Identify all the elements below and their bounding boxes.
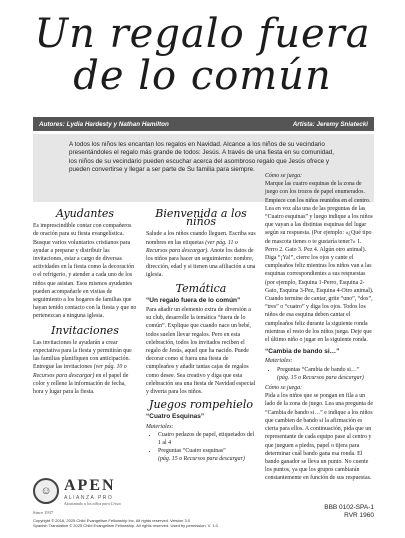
bienvenida-text: Salude a los niños cuando lleguen. Escriba sus nombres en las etiquetas (ver pág. 11 o Recursos para descargar). Anote los datos de los niños para hacer un seguimiento: nombre, dirección, edad y si tienen una afiliación a una iglesia. — [146, 231, 256, 279]
title-line-1: Un regalo fuera — [34, 11, 371, 57]
how-to-play-label: Cómo se juega: — [265, 173, 302, 179]
heading-juegos: Juegos rompehielo — [149, 398, 253, 412]
artist-label: Artista: Jeremy Sniatecki — [292, 120, 368, 128]
list-item: • Preguntas “Cuatro esquinas” (pág. 15 o Recursos para descargar) — [158, 447, 256, 463]
authors-label: Autores: Lydia Hardesty y Nathan Hamilton — [39, 120, 169, 128]
column-2 — [146, 207, 256, 466]
tematica-text: Para añadir un elemento extra de diversión a su club, desarrolle la temática “fuera de lo común”. Explique que cuando nace un bebé, todos suelen llevar regalos. Pero en esta celebración, todos los invitados reciben el regalo de Jesús, aquel que ha nacido. Puede decorar como si fuera una fiesta de cumpleaños y añadir tantas cajas de regalos como desee. Sea creativo y diga que esta celebración sea una fiesta de Navidad especial y diverta para los niños. — [146, 307, 256, 396]
copyright-line-2: Spanish Translation © 2025 Child Evangelism Fellowship. All rights reserved. Used by permission. V. 1.0 — [33, 523, 218, 529]
cuatro-esquinas-instructions: Marque las cuatro esquinas de la zona de juego con los trozos de papel enumerados. Empiece con los niños reunidos en el centro. Lea en voz alta una de las preguntas de las “Cuatro esquinas” y luego indique a los niños que vayan a las distintas esquinas del lugar según su respuesta. (Por ejemplo: «¿Qué tipo de mascota tienes o te gustaría tener?» 1. Perro 2. Gato 3. Pez 4. Algún otro animal). Diga “¡Ya!”, cierre los ojos y cante el cumpleaños feliz mientras los niños van a las esquinas correspondientes a sus respuestas (por ejemplo, Esquina 1-Perro, Esquina 2-Gato, Esquina 3-Pez, Esquina 4-Otro animal). Cuando termine de cantar, grite “uno”, “dos”, “tres” o “cuatro” y diga los ojos. Todos los niños de esa esquina deben cantar el cumpleaños feliz durante la siguiente ronda mientras el resto de los niños juega. Deje que el último niño o jugar en la siguiente ronda. — [265, 181, 374, 344]
ayudantes-text: Es imprescindible contar con compañeros de oración para su fiesta evangelística. Busque varios voluntarios cristianos para ayudar a preparar y distribuir las invitaciones, estar a cargo de diversas actividades en la fiesta como la decoración o el refrigerio, y atender a cada uno de los niños que asistan. Esos mismos ayudantes pueden acompañarle en visitas de seguimiento a los hogares de familias que hayan tenido contacto con la fiesta y que no pertenezcan a ninguna iglesia. — [33, 223, 137, 320]
code-line-2: RVR 1960 — [344, 512, 374, 519]
heading-ayudantes: Ayudantes — [55, 207, 115, 220]
column-3 — [265, 172, 375, 486]
materials-label: Materiales: — [146, 423, 174, 430]
logo-name: APEN — [64, 476, 116, 494]
list-item: • Preguntas “Cambia de bando si…” (pág. 15 o Recursos para descargar) — [277, 366, 375, 382]
cambia-de-bando-instructions: Pida a los niños que se pongan en fila a un lado de la zona de juego. Lea una pregunta de “Cambia de bando si…” e indique a los niños que cambien de bando si la afirmación es cierta para ellos. A continuación, pida que un representante de cada equipo pase al centro y que jueguen a piedra, papel o tijera para determinar cuál bando gana esa ronda. El bando ganador se lleva un punto. No cuente los puntos, ya que los grupos cambiarán constantemente en función de sus respuestas. — [265, 393, 373, 482]
code-line-1: BBB 0102-SPA-1 — [324, 504, 374, 511]
intro-text: A todos los niños les encantan los regalos en Navidad. Alcance a los niños de su vecindario presentándoles el regalo más grande de todos: Jesús. A través de una fiesta en su comunidad, los niños de su vecindario pueden escuchar acerca del asombroso regalo que Jesús ofrece y pueden convertirse y llegar a ser parte de Su familia para siempre. — [69, 141, 334, 173]
bienvenida-ref: (ver pág. 11 o Recursos para descargar). — [146, 239, 238, 254]
materials-ref: (pág. 15 o Recursos para descargar) — [158, 456, 245, 463]
materials-list-2 — [265, 366, 375, 382]
tematica-subtitle: “Un regalo fuera de lo común” — [146, 296, 241, 304]
logo-subtitle: ALIANZA PRO — [64, 494, 114, 501]
logo-tagline: Alcanzando a los niños para Cristo — [64, 500, 121, 506]
materials-list — [146, 431, 256, 464]
page-title — [0, 11, 405, 99]
game-cambia-de-bando: “Cambia de bando si…” — [265, 348, 340, 356]
heading-bienvenida: Bienvenida a los niños — [155, 207, 247, 229]
heading-invitaciones: Invitaciones — [51, 323, 119, 337]
how-to-play-label-2: Cómo se juega: — [265, 385, 302, 392]
author-bar — [33, 117, 374, 131]
materials-ref-2: (pág. 15 o Recursos para descargar) — [277, 374, 364, 381]
invitaciones-text: Las invitaciones le ayudarán a crear expectativa para la fiesta y permitirán que las familias planifiquen con anticipación. Entregue las invitaciones (ver pág. 10 o Recursos para descargar) en el papel de color y rellene la información de fecha, hora y lugar para la fiesta. — [33, 339, 132, 396]
heading-tematica: Temática — [175, 281, 227, 295]
document-code — [324, 504, 374, 520]
logo-since: Since 1937 — [33, 510, 54, 515]
child-silhouette-icon: ☺ — [33, 478, 59, 504]
apen-logo — [33, 468, 133, 514]
list-item: • Cuatro pedazos de papel, etiquetados del 1 al 4 — [158, 431, 256, 447]
copyright-footer — [33, 518, 293, 529]
game-cuatro-esquinas: “Cuatro Esquinas” — [146, 413, 205, 421]
materials-label-2: Materiales: — [265, 358, 293, 365]
copyright-line-1: Copyright © 2016, 2025 Child Evangelism Fellowship Inc. All rights reserved. Version 3.0 — [33, 518, 191, 523]
title-line-2: de lo común — [73, 53, 332, 99]
column-1 — [33, 207, 137, 399]
invitaciones-ref: (ver pág. 10 o Recursos para descargar) — [33, 364, 127, 379]
